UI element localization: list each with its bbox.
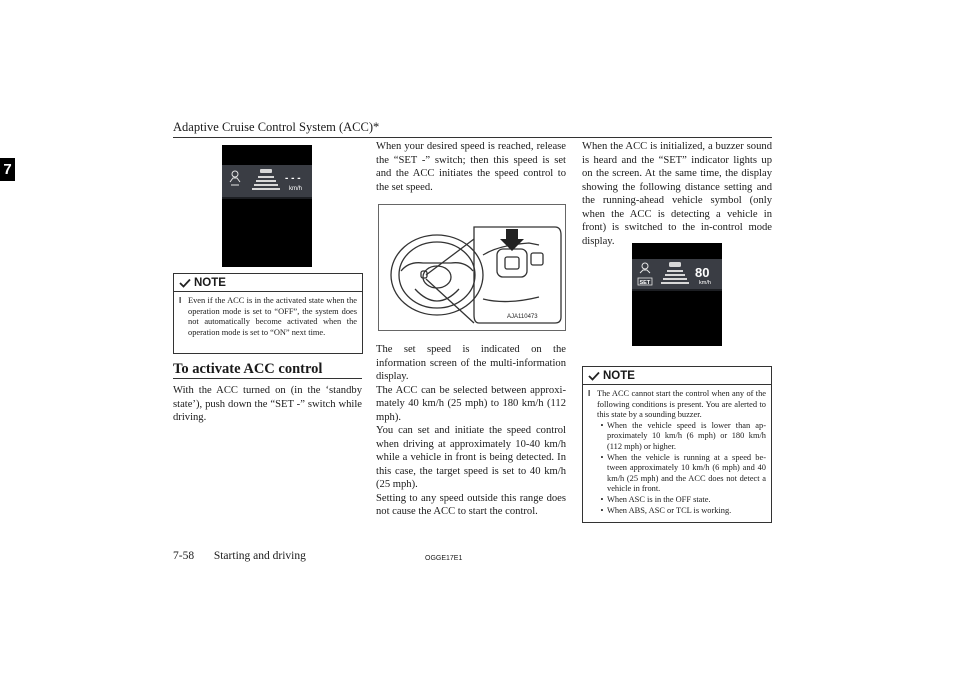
note-label: NOTE: [603, 369, 635, 382]
note-header: [174, 274, 362, 292]
footer-section: Starting and driving: [213, 550, 306, 562]
note-item: [583, 389, 766, 421]
in-control-display-graphic: [632, 243, 722, 346]
figure-code: AJA110473: [507, 314, 538, 320]
col1-body: [173, 384, 362, 425]
col2-paragraph: Setting to any speed outside this range does not cause the ACC to start the control.: [376, 492, 566, 517]
col2-paragraph: You can set and initiate the speed control when driving at approximately 10-40 km/h while a vehicle in front is being detected. In this case, the target speed is set to 40 km/h (25 mph).: [376, 425, 566, 490]
header-rule: [173, 137, 772, 138]
note-check-icon: [588, 371, 600, 381]
note-content: [583, 385, 771, 516]
col2-body: [376, 343, 566, 519]
note-item-text: Even if the ACC is in the activated state when the operation mode is set to “OFF”, the system does not automatically become activated when the operation mode is set to “ON” next time.: [188, 296, 357, 337]
document-code: OGGE17E1: [425, 555, 463, 562]
col3-top: [582, 140, 772, 248]
set-indicator: SET: [639, 280, 651, 286]
page-header-title: Adaptive Cruise Control System (ACC)*: [173, 120, 380, 134]
standby-speed-dashes: - - -: [285, 173, 301, 184]
standby-speed-unit: km/h: [289, 186, 303, 192]
note-bullet: l: [588, 389, 591, 398]
vehicle-ahead-icon: [669, 262, 681, 267]
col3-paragraph: When the ACC is initialized, a buzzer sound is heard and the “SET” indicator lights up on the screen. At the same time, the display showing the following distance setting and the running-ahead vehicle symbol (only when the ACC is detecting a vehicle in front) is switched to the in-control mode display.: [582, 141, 772, 247]
note-sub-item-text: When the vehicle speed is lower than ap-proximately 10 km/h (6 mph) or 180 km/h (112 mph) or higher.: [607, 420, 766, 451]
col2-paragraph: The set speed is indicated on the information screen of the multi-information display.: [376, 344, 566, 382]
set-speed-value: 80: [695, 265, 710, 280]
note-sub-item-text: When the vehicle is running at a speed be-tween approximately 10 km/h (6 mph) and 40 km/h (25 mph) and the ACC does not detect a vehicle in front.: [607, 452, 766, 494]
standby-display-graphic: [222, 145, 312, 267]
page-number: 7-58: [173, 550, 195, 562]
set-speed-unit: km/h: [699, 280, 711, 286]
note-label: NOTE: [194, 276, 226, 289]
acc-standby-display-image: [222, 145, 312, 267]
note-sub-list: [583, 421, 766, 516]
note-sub-item-text: When ASC is in the OFF state.: [607, 494, 711, 504]
note-bullet: l: [179, 296, 182, 305]
note-sub-item: • When ABS, ASC or TCL is working.: [600, 505, 732, 515]
col2-paragraph-top: When your desired speed is reached, release the “SET -” switch; then this speed is set and the ACC initiates the speed control to the set speed.: [376, 141, 566, 193]
chapter-tab: 7: [0, 158, 15, 181]
note-sub-item: • When the vehicle speed is lower than ap-proximately 10 km/h (6 mph) or 180 km/h (112 mph) or higher.: [600, 420, 766, 451]
acc-in-control-display-image: [632, 243, 722, 346]
set-switch-arrow-icon: [500, 229, 524, 251]
note-check-icon: [179, 278, 191, 288]
note-item: [174, 292, 362, 338]
note-sub-item-text: When ABS, ASC or TCL is working.: [607, 505, 732, 515]
note-box-2: [582, 366, 772, 523]
note-sub-item: • When ASC is in the OFF state.: [600, 494, 711, 504]
page-footer: [173, 550, 306, 562]
col1-paragraph: With the ACC turned on (in the ‘standby state’), push down the “SET -” switch while driving.: [173, 385, 362, 423]
note-header: [583, 367, 771, 385]
note-sub-item: • When the vehicle is running at a speed be-tween approximately 10 km/h (6 mph) and 40 km/h (25 mph) and the ACC does not detect a vehicle in front.: [600, 452, 766, 494]
col2-top: [376, 140, 566, 194]
steering-wheel-illustration: [379, 205, 565, 330]
col2-paragraph: The ACC can be selected between approxi-mately 40 km/h (25 mph) to 180 km/h (112 mph).: [376, 384, 566, 423]
note-intro-text: The ACC cannot start the control when any of the following conditions is present. You are alerted to this state by a sounding buzzer.: [597, 389, 766, 420]
section-title: To activate ACC control: [173, 361, 323, 377]
steering-wheel-figure: [378, 204, 566, 331]
note-box-1: [173, 273, 363, 354]
section-rule: [173, 378, 362, 379]
